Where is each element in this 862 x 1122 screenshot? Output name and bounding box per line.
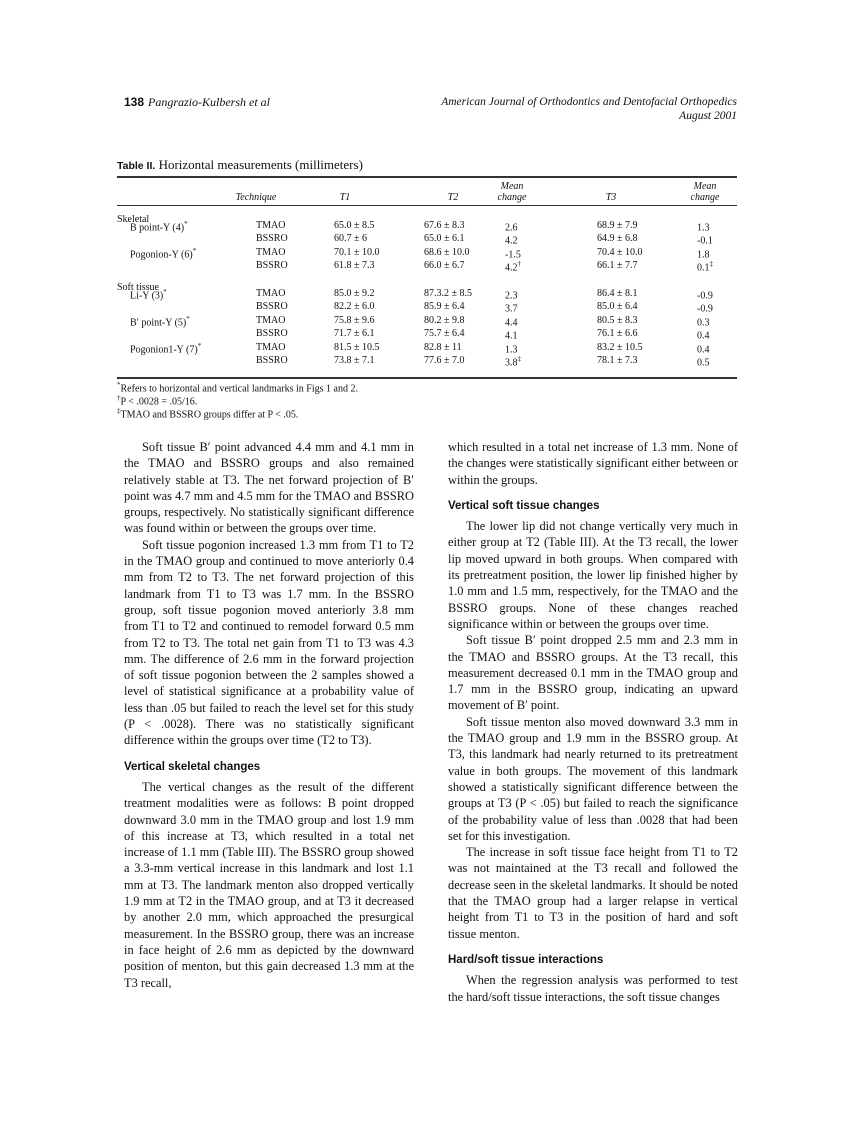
cell-t2	[424, 233, 465, 244]
cell-text: 4.4	[505, 317, 518, 329]
table-header-rule	[117, 205, 737, 206]
cell-text: BSSRO	[256, 233, 288, 244]
cell-text: 83.2 ± 10.5	[597, 342, 643, 353]
cell-text: TMAO	[256, 220, 286, 231]
cell-t3	[597, 355, 638, 366]
section-heading: Vertical soft tissue changes	[448, 499, 600, 512]
cell-text: 61.8 ± 7.3	[334, 260, 375, 271]
cell-t1	[334, 260, 375, 271]
header-t2: T2	[447, 192, 459, 203]
cell-mark: *	[186, 315, 190, 323]
page-number: 138	[124, 95, 145, 109]
left-column	[124, 439, 414, 991]
cell-text: TMAO	[256, 247, 286, 258]
cell-text: 60.7 ± 6	[334, 233, 367, 244]
paragraph: Soft tissue B′ point dropped 2.5 mm and 2.3 mm in the TMAO and BSSRO groups. At the T3 recall, this measurement decreased 0.1 mm in the TMAO group and 1.7 mm in the BSSRO group, indicating an upward movement of B′ point.	[448, 633, 738, 713]
cell-technique	[256, 328, 288, 339]
cell-text: TMAO	[256, 288, 286, 299]
cell-mean-change-2	[697, 301, 713, 314]
cell-text: 75.7 ± 6.4	[424, 328, 465, 339]
cell-t1	[334, 342, 380, 353]
paragraph: The vertical changes as the result of the different treatment modalities were as follows: B point dropped downward 3.0 mm in the TMAO group and lost 1.9 mm of this increase at T3, which resulted in a total net increase of 1.1 mm (Table III). The BSSRO group showed a 3.3-mm vertical increase in this landmark and lost 1.1 mm at T3. The landmark menton also dropped vertically 1.9 mm at T2 in the TMAO group, and at T3 it decreased by another 2.0 mm, which approached the presurgical measurement. In the BSSRO group, there was an increase in face height of 2.6 mm as depicted by the downward position of menton, but this gain decreased 1.3 mm at the T3 recall,	[124, 779, 414, 990]
table-top-rule	[117, 176, 737, 178]
cell-mean-change-2	[697, 220, 710, 233]
cell-t2	[424, 288, 472, 299]
cell-row-label	[130, 220, 188, 233]
header-mean-change-1: Mean change	[497, 181, 527, 203]
cell-mean-change-2	[697, 355, 710, 368]
running-head-authors: Pangrazio-Kulbersh et al	[148, 95, 270, 109]
cell-row-label	[130, 315, 190, 328]
cell-text: 0.1	[697, 262, 710, 274]
cell-row-label	[130, 342, 201, 355]
cell-text: 1.8	[697, 249, 710, 261]
cell-t3	[597, 301, 638, 312]
cell-t1	[334, 247, 380, 258]
cell-text: 0.4	[697, 344, 710, 356]
cell-t2	[424, 355, 465, 366]
cell-text: B point-Y (4)	[130, 222, 185, 234]
cell-mean-change-1	[505, 355, 521, 368]
header-t3: T3	[605, 192, 617, 203]
cell-t3	[597, 220, 638, 231]
cell-text: B′ point-Y (5)	[130, 317, 187, 329]
cell-text: 68.6 ± 10.0	[424, 247, 470, 258]
right-column	[448, 439, 738, 1005]
cell-text: 81.5 ± 10.5	[334, 342, 380, 353]
cell-technique	[256, 233, 288, 244]
cell-mean-change-2	[697, 233, 713, 246]
journal-name: American Journal of Orthodontics and Dentofacial Orthopedics	[441, 96, 737, 108]
cell-mean-change-2	[697, 288, 713, 301]
cell-text: BSSRO	[256, 355, 288, 366]
footnote-text: TMAO and BSSRO groups differ at P < .05.	[120, 409, 299, 421]
cell-t1	[334, 328, 375, 339]
cell-text: 66.1 ± 7.7	[597, 260, 638, 271]
cell-text: 65.0 ± 6.1	[424, 233, 465, 244]
cell-text: BSSRO	[256, 260, 288, 271]
section-skeletal: Skeletal	[117, 214, 150, 225]
cell-text: 82.2 ± 6.0	[334, 301, 375, 312]
cell-text: 4.2	[505, 262, 518, 274]
paragraph: Soft tissue pogonion increased 1.3 mm from T1 to T2 in the TMAO group and continued to move anteriorly 0.4 mm from T2 to T3. The net forward projection of this landmark from T1 to T3 was 1.7 mm. In the BSSRO group, soft tissue pogonion moved anteriorly 3.8 mm from T1 to T2 and continued to remodel forward 0.5 mm from T2 to T3. The total net gain from T1 to T3 was 4.3 mm. The difference of 2.6 mm in the forward projection of soft tissue pogonion between the 2 samples showed a level of statistical significance at a probability value of less than .05 but failed to reach the level set for this study (P < .0028). There was no statistically significant difference within the groups over time (T2 to T3).	[124, 537, 414, 748]
cell-t2	[424, 301, 465, 312]
cell-text: 82.8 ± 11	[424, 342, 462, 353]
cell-mean-change-1	[505, 328, 518, 341]
cell-mean-change-1	[505, 260, 521, 273]
footnote-text: Refers to horizontal and vertical landmarks in Figs 1 and 2.	[120, 383, 358, 395]
cell-mean-change-2	[697, 247, 710, 260]
cell-technique	[256, 247, 285, 258]
paragraph: When the regression analysis was performed to test the hard/soft tissue interactions, the soft tissue changes	[448, 973, 738, 1004]
cell-t3	[597, 315, 638, 326]
cell-text: Pogonion-Y (6)	[130, 249, 193, 261]
cell-text: 0.3	[697, 317, 710, 329]
cell-text: 77.6 ± 7.0	[424, 355, 465, 366]
footnote-text: P < .0028 = .05/16.	[120, 396, 198, 408]
cell-text: 87.3.2 ± 8.5	[424, 288, 472, 299]
header-technique: Technique	[235, 192, 277, 203]
cell-text: BSSRO	[256, 301, 288, 312]
cell-text: 1.3	[505, 344, 518, 356]
header-mean-change-2: Mean change	[690, 181, 720, 203]
cell-text: 76.1 ± 6.6	[597, 328, 638, 339]
footnote-mark: *	[117, 381, 121, 389]
cell-technique	[256, 315, 285, 326]
cell-text: 2.6	[505, 222, 518, 234]
cell-text: 73.8 ± 7.1	[334, 355, 375, 366]
footnote-1	[117, 381, 358, 394]
cell-mark: *	[163, 288, 167, 296]
footnote-mark: ‡	[117, 407, 121, 415]
cell-text: 1.3	[697, 222, 710, 234]
cell-text: 66.0 ± 6.7	[424, 260, 465, 271]
section-heading: Hard/soft tissue interactions	[448, 953, 604, 966]
cell-text: 85.0 ± 6.4	[597, 301, 638, 312]
cell-mark: †	[517, 260, 521, 268]
paragraph: which resulted in a total net increase of 1.3 mm. None of the changes were statistically significant either between or within the groups.	[448, 440, 738, 487]
cell-text: -0.1	[697, 235, 713, 247]
cell-technique	[256, 288, 285, 299]
cell-t2	[424, 328, 465, 339]
cell-t3	[597, 233, 638, 244]
cell-text: 71.7 ± 6.1	[334, 328, 375, 339]
cell-mean-change-1	[505, 315, 518, 328]
table-title: Horizontal measurements (millimeters)	[158, 157, 363, 172]
cell-text: 80.2 ± 9.8	[424, 315, 465, 326]
cell-text: Li-Y (3)	[130, 290, 164, 302]
cell-text: 65.0 ± 8.5	[334, 220, 375, 231]
cell-text: TMAO	[256, 342, 286, 353]
paragraph: The increase in soft tissue face height from T1 to T2 was not maintained at the T3 recall and followed the decrease seen in the skeletal landmarks. It should be noted that the TMAO group had a larger relapse in vertical height from T1 to T3 in the position of hard and soft tissue menton.	[448, 845, 738, 941]
paragraph: The lower lip did not change vertically very much in either group at T2 (Table III). At the T3 recall, the lower lip moved upward in both groups. When compared with its pretreatment position, the lower lip finished higher by 1.0 mm and 1.5 mm, respectively, for the TMAO and the BSSRO groups. None of these changes reached significance within or between the groups over time.	[448, 519, 738, 631]
cell-mean-change-1	[505, 233, 518, 246]
section-soft-tissue: Soft tissue	[117, 282, 159, 293]
cell-mark: *	[197, 342, 202, 350]
table-caption	[117, 157, 363, 173]
cell-technique	[256, 355, 288, 366]
cell-technique	[256, 342, 285, 353]
cell-t1	[334, 315, 375, 326]
cell-text: 3.8	[505, 357, 518, 369]
cell-text: 64.9 ± 6.8	[597, 233, 638, 244]
cell-text: 80.5 ± 8.3	[597, 315, 638, 326]
cell-mean-change-2	[697, 315, 710, 328]
cell-text: -0.9	[697, 290, 713, 302]
cell-mean-change-1	[505, 220, 518, 233]
cell-text: 0.5	[697, 357, 710, 369]
cell-text: 3.7	[505, 303, 518, 315]
cell-technique	[256, 220, 285, 231]
cell-text: TMAO	[256, 315, 286, 326]
issue-date: August 2001	[679, 110, 737, 122]
cell-text: 75.8 ± 9.6	[334, 315, 375, 326]
cell-t3	[597, 288, 638, 299]
cell-mark: *	[184, 220, 188, 228]
cell-t3	[597, 247, 643, 258]
cell-t1	[334, 233, 367, 244]
footnote-3	[117, 407, 298, 420]
cell-t1	[334, 288, 375, 299]
cell-text: Pogonion1-Y (7)	[130, 344, 198, 356]
cell-text: 86.4 ± 8.1	[597, 288, 638, 299]
footnote-2	[117, 394, 197, 407]
cell-mean-change-1	[505, 288, 518, 301]
cell-t2	[424, 247, 470, 258]
cell-t1	[334, 355, 375, 366]
cell-mean-change-1	[505, 342, 518, 355]
cell-text: 67.6 ± 8.3	[424, 220, 465, 231]
cell-t2	[424, 260, 465, 271]
cell-row-label	[130, 288, 167, 301]
cell-text: -1.5	[505, 249, 521, 261]
table-label: Table II.	[117, 160, 156, 172]
cell-mean-change-1	[505, 247, 521, 260]
cell-text: 70.4 ± 10.0	[597, 247, 643, 258]
cell-text: 68.9 ± 7.9	[597, 220, 638, 231]
cell-mark: ‡	[709, 260, 713, 268]
cell-text: 85.9 ± 6.4	[424, 301, 465, 312]
cell-row-label	[130, 247, 196, 260]
cell-text: 4.1	[505, 330, 518, 342]
cell-mean-change-2	[697, 328, 710, 341]
cell-technique	[256, 301, 288, 312]
header-t1: T1	[339, 192, 351, 203]
cell-text: 0.4	[697, 330, 710, 342]
cell-text: 2.3	[505, 290, 518, 302]
section-heading: Vertical skeletal changes	[124, 760, 261, 773]
paragraph: Soft tissue menton also moved downward 3.3 mm in the TMAO group and 1.9 mm in the BSSRO group. At T3, this landmark had nearly returned to its pretreatment value in both groups. The movement of this landmark showed a statistically significant difference between the groups at T3 (P < .05) but failed to reach the significance of the probability value of less than .0028 that had been set for this investigation.	[448, 714, 738, 843]
cell-text: 85.0 ± 9.2	[334, 288, 375, 299]
table-bottom-rule	[117, 377, 737, 379]
cell-t1	[334, 220, 375, 231]
running-head-journal	[441, 95, 737, 123]
cell-mean-change-2	[697, 260, 713, 273]
cell-mean-change-2	[697, 342, 710, 355]
cell-t3	[597, 342, 643, 353]
paragraph: Soft tissue B′ point advanced 4.4 mm and 4.1 mm in the TMAO and BSSRO groups and also remained relatively stable at T3. The net forward projection of B′ point was 4.7 mm and 4.5 mm for the TMAO and BSSRO groups, respectively. No statistically significant difference was found within or between the groups over time.	[124, 440, 414, 536]
cell-technique	[256, 260, 288, 271]
cell-mark: *	[192, 247, 197, 255]
cell-text: 70.1 ± 10.0	[334, 247, 380, 258]
cell-text: 4.2	[505, 235, 518, 247]
cell-text: -0.9	[697, 303, 713, 315]
cell-text: BSSRO	[256, 328, 288, 339]
footnote-mark: †	[117, 394, 121, 402]
cell-t2	[424, 315, 465, 326]
cell-text: 78.1 ± 7.3	[597, 355, 638, 366]
cell-mean-change-1	[505, 301, 518, 314]
cell-t3	[597, 328, 638, 339]
cell-mark: ‡	[517, 355, 521, 363]
cell-t2	[424, 220, 465, 231]
cell-t3	[597, 260, 638, 271]
cell-t2	[424, 342, 462, 353]
cell-t1	[334, 301, 375, 312]
